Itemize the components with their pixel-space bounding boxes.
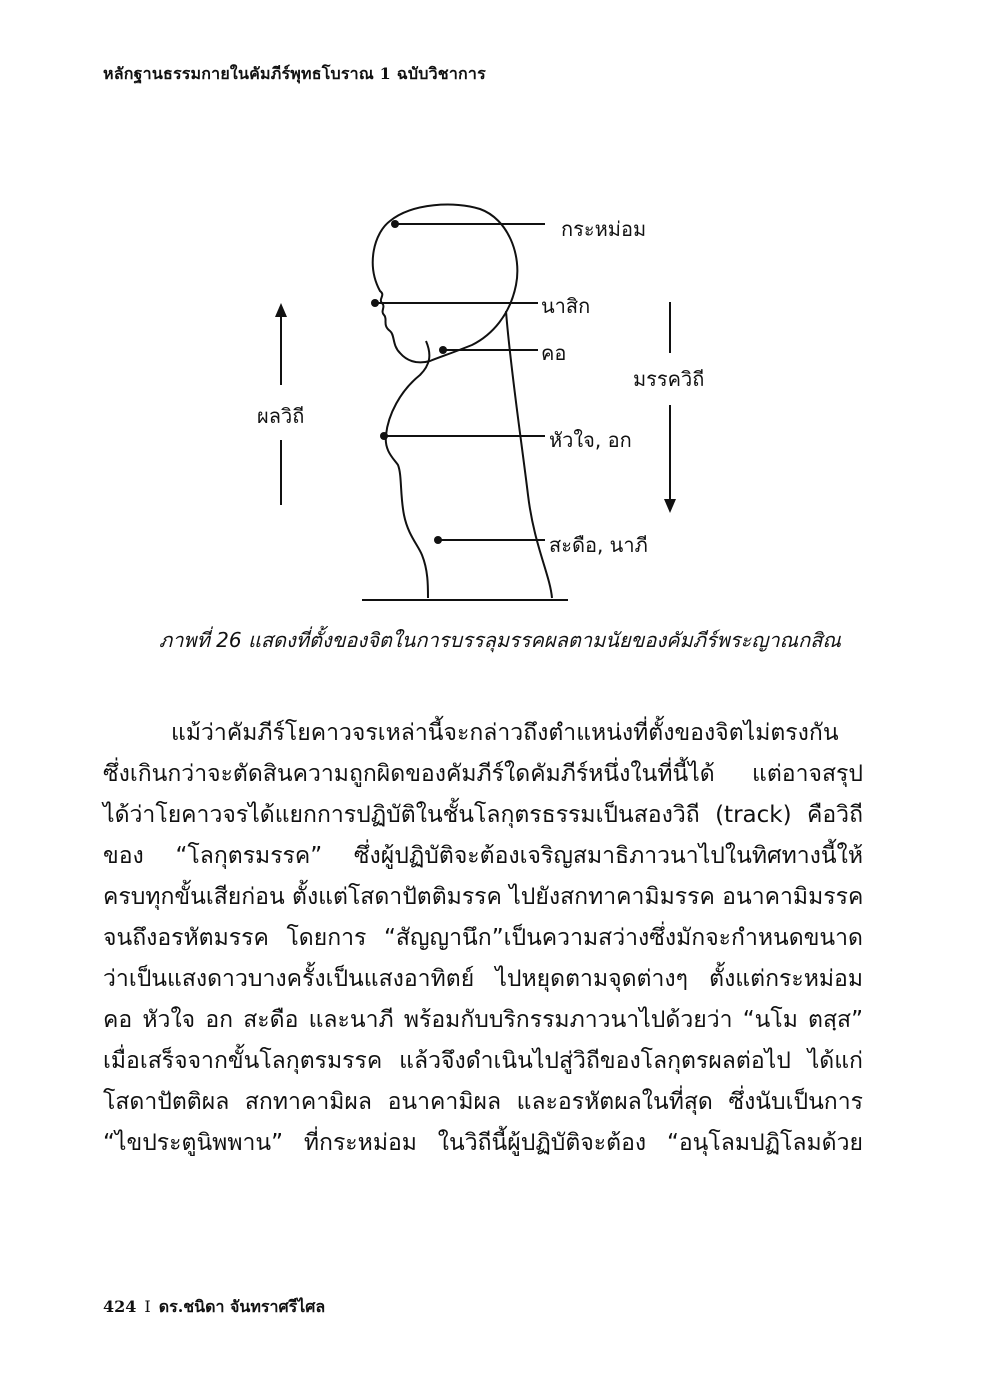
label-path-right: มรรควิถี <box>633 367 705 391</box>
label-nostril: นาสิก <box>541 294 591 318</box>
figure-caption: ภาพที่ 26 แสดงที่ตั้งของจิตในการบรรลุมรรคผลตามนัยของคัมภีร์พระญาณกสิณ <box>159 628 841 652</box>
crown-dot <box>391 220 399 228</box>
body-line: “ไขประตูนิพพาน” ที่กระหม่อม ในวิถีนี้ผู้ปฏิบัติจะต้อง “อนุโลมปฏิโลมด้วย <box>103 1130 863 1156</box>
body-line: จนถึงอรหัตมรรค โดยการ “สัญญานึก”เป็นความสว่างซึ่งมักจะกำหนดขนาด <box>103 925 863 951</box>
nostril-dot <box>371 299 379 307</box>
body-line: โสดาปัตติผล สกทาคามิผล อนาคามิผล และอรหัตผลในที่สุด ซึ่งนับเป็นการ <box>103 1089 863 1115</box>
body-line: เมื่อเสร็จจากขั้นโลกุตรมรรค แล้วจึงดำเนินไปสู่วิถีของโลกุตรผลต่อไป ได้แก่ <box>103 1048 863 1074</box>
body-line: คอ หัวใจ อก สะดือ และนาภี พร้อมกับบริกรรมภาวนาไปด้วยว่า “นโม ตสฺส” <box>103 1007 863 1033</box>
body-paragraph <box>103 713 863 1164</box>
label-path-left: ผลวิถี <box>257 404 305 428</box>
body-line: ว่าเป็นแสงดาวบางครั้งเป็นแสงอาทิตย์ ไปหยุดตามจุดต่างๆ ตั้งแต่กระหม่อม <box>103 966 863 992</box>
figure-head-diagram <box>240 195 705 615</box>
body-line: ของ “โลกุตรมรรค” ซึ่งผู้ปฏิบัติจะต้องเจริญสมาธิภาวนาไปในทิศทางนี้ให้ <box>103 843 863 869</box>
page-number: 424 <box>103 1297 137 1316</box>
head-outline <box>373 205 518 363</box>
heart-dot <box>380 432 388 440</box>
running-header: หลักฐานธรรมกายในคัมภีร์พุทธโบราณ 1 ฉบับวิชาการ <box>103 64 486 83</box>
body-line: ครบทุกขั้นเสียก่อน ตั้งแต่โสดาปัตติมรรค ไปยังสกทาคามิมรรค อนาคามิมรรค <box>103 884 864 910</box>
navel-dot <box>434 536 442 544</box>
body-line: ได้ว่าโยคาวจรได้แยกการปฏิบัติในชั้นโลกุตรธรรมเป็นสองวิถี (track) คือวิถี <box>103 802 863 828</box>
throat-dot <box>439 346 447 354</box>
body-line: แม้ว่าคัมภีร์โยคาวจรเหล่านี้จะกล่าวถึงตำแหน่งที่ตั้งของจิตไม่ตรงกัน <box>171 720 839 746</box>
page-footer <box>103 1295 325 1320</box>
front-outline <box>386 341 430 598</box>
label-heart: หัวใจ, อก <box>549 428 632 452</box>
left-arrow-head <box>275 303 287 317</box>
footer-author: ดร.ชนิดา จันทราศรีไศล <box>158 1297 326 1316</box>
label-navel: สะดือ, นาภี <box>549 533 648 557</box>
body-line: ซึ่งเกินกว่าจะตัดสินความถูกผิดของคัมภีร์ใดคัมภีร์หนึ่งในที่นี้ได้ แต่อาจสรุป <box>103 761 863 787</box>
right-arrow-head <box>664 499 676 513</box>
label-crown: กระหม่อม <box>561 217 647 241</box>
footer-separator: I <box>144 1297 151 1316</box>
label-throat: คอ <box>541 341 567 365</box>
